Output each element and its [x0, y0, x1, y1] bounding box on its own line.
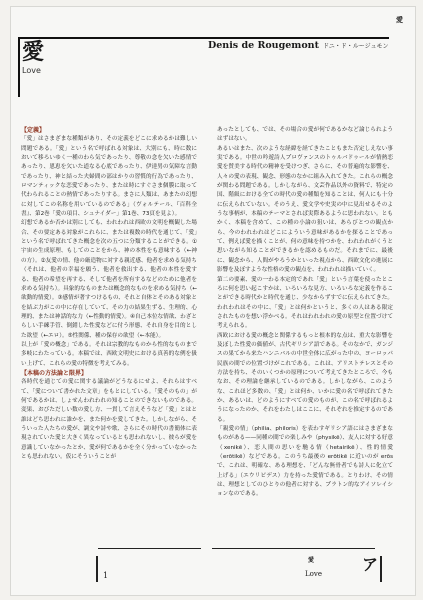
footer-latin: Love — [305, 570, 322, 578]
body-paragraph: 第二の要素、愛の一わる本定的であれ「愛」という言葉を使ったところに何を思い起こすかは、いろいろな見方、いろいろな定義を作ることができる時代かと時代を通じ、少なからずすでに伝えられてきた。われわれはその中に、「愛」とは何かというと、多くの人はある限定されたものを想い浮かべる。それはわれわれの愛の原型と位置づけて考えられる。 — [217, 276, 393, 330]
body-paragraph: 西欧における愛の概念と関係するもっと根本的な点は、重大な影響を及ぼした性愛の価値が、古代ギリシア語である。そのなかで、ガンジスの果てから来たハンニバルの中世全体に広がった中の、ヨーロッパ民族の間での位置づけがこれである。これは、アリストテレスとその方法を持ち、そのいくつかの原理について考えてきたところで、今もなお、その理論を継承しているのである。しかしながら、このような、これほど多数の、「愛」とは何か、いかに愛の名で呼ばれてきたか、あるいは、どのようにすべての愛のものが、この名で呼ばれるようになったのか、それをわたしはここに、それぞれを推定するのである。 — [217, 332, 393, 423]
running-head: 愛 — [396, 16, 403, 24]
body-paragraph: 「親愛の情」（philia、philoris）を表わすギリシア語にはさまざまなものがある——同種の間での楽しみや（physikē）、友人に対する好意（xenikē）、恋人間の思いを馳る情（hetairikē）、性的情愛（erōtikē）などである。このうち最後の erōtikē に近いのが erōs で、これは、明確な、ある理想を、「どんな無骨者でも詩人に化立て上げる」（エウリピデス）力を持った愛情である。とりわけ、その情は、理想としてのひとりの他者に対する、プラトン的なアイソレイションなのである。 — [217, 426, 393, 498]
entry-title-latin: Love — [22, 66, 41, 75]
right-text-column — [217, 126, 393, 551]
entry-title-kanji: 愛 — [22, 39, 45, 65]
left-text-column — [21, 126, 197, 551]
footer-rule-left — [98, 548, 201, 549]
page-number: 1 — [103, 571, 109, 580]
body-paragraph: あったとしても、では、その場合の愛が何であるかなど論じられようはずはない。 — [217, 127, 393, 143]
author-name: Denis de Rougemont — [208, 40, 319, 51]
author-name-kana: ドニ・ド・ルージュモン — [322, 43, 389, 50]
footer-rule-right — [212, 548, 375, 549]
footer-bar-right — [380, 556, 382, 582]
author-byline — [208, 40, 389, 51]
footer-index-kana: ア — [362, 555, 379, 574]
body-paragraph: 幻想であるか否かは別にしても、われわれは西欧の文明を概観した場合、その要定ある対象がこれらに、または複数の時代を通じて、「愛」という名で呼ばれてきた概念を次の五つに分類することができる。①宇宙の生成原理、もしてのことをから、神の本性をも意味する（←神の方）。②友愛の情、他の厳造物に対する親近感、他者を求める気持ち（それは、他者の幸福を願う、他者を救出する、他者の本性を愛する、他者の希望を再する、そして他者を所有するなどのために他者を求める気持ち）。具象的なものまたは概念的なものを求める気持ち（←欲動的情愛）。③感情が著すつけるもの、それと自体とそのある対象とを結ぶ力がこの中に存在していて、その力の結果生ずる、生理的、心理的、または神話的な力（←性動的情愛）。④自己本位な情欲、わざとらしい手練手管、倒錯した性愛などに付う形態、それ自身を目的とした欲望（←エロ）。⑤性関係、種の保存の欲望（←本能）。 — [21, 220, 197, 339]
section-heading: 【本稿の方法論と限界】 — [21, 369, 88, 377]
footer-kanji: 愛 — [308, 557, 315, 564]
body-paragraph: 以上が「愛の概念」である。それは宗教的なものから性的なものまで多岐にわたっている。本稿では、西欧文明史における真善的な例を扱い上げて、これらの愛の特徴を考えてみる。 — [21, 341, 197, 367]
body-paragraph: あるいはまた、次のような経緯を経てきたこともまた否定しえない事実である。中世の吟遊詩人プロヴァンスのトゥルバドゥールが情熱恋愛を賛美する時代の精神を受けつぎ、さらに、その普遍的な影響を、人々の愛の表現、観念、形態のなかに組み入れてきた。これらの概念が関わる問題である。しかしながら、文芸作品以外の資料で、特定の国、階級における全ての時代の愛の種類を知ることは、何人にも十分に伝えられていない。そのうえ、愛文学や史実の中に見出せるそのような事柄が、本稿のテーマとされば実際あるように思われない。ともかく、本稿を含めて、この種の小論の狙いは、あらびとつの観点から、今のわれわれはどこによういう意味があるかを探ることであって、例えば愛を描くことが、何の意味を持つかを、われわれがくうと思いながら知ることができるかを認めるものだ。それまでに、最後に、観念から、人間がやろうかといった視点から、西欧文化の進展に影響を及ぼすような性格の愛の観点を、われわれは描いていく。 — [217, 145, 393, 274]
body-paragraph: 各時代を通じての愛に関する議論がどうなるにせよ、それらはすべて、「愛について書かれた文章」をもとにしている。「愛そのもの」が何であるかは、しょせんわれわれの知ることのできないものである。変果、おびただしい数の愛し方、一貫して言えそうなど「愛」とはと誰はどち思われに誰かを、また何かを愛してきた。しかしながら、そういった人たちの愛が、調文や詩や歌、さらにその時代の書簡体に表現されていた愛と大きく異なっているとも思われないし、彼らが愛を意識していなかったとか、愛が何であるかを全く分かっていなかったとも思われない。仮にそういうことが — [21, 379, 197, 461]
body-paragraph: 「愛」はさまざまな種類があり、その定義をどこに求めるかは難しい問題である。「愛」という名で呼ばれる対象は、大別にも、時に数において移ろいゆく一種のわら気であったり、尊敬の念を欠いた感情であったり、恩恵を欠いた道なる心底であったり、伊達男の気障な言動であったり、神と結った夫婦間の部はかりの習慣的行為であったり、ロマンティックな恋愛であったり、または時にすぐさま個膜に取って代わられることの熱情であったりする。まさに人類は、あまたの幻想に対してこの名称を用いているのである」（ヴォルテール、『百科全書』、第2巻「愛の項目、シュナイダー」第1巻、73頁を見よ）。 — [21, 136, 197, 218]
section-heading: 【定義】 — [21, 127, 46, 134]
footer-bar-left — [96, 556, 98, 582]
